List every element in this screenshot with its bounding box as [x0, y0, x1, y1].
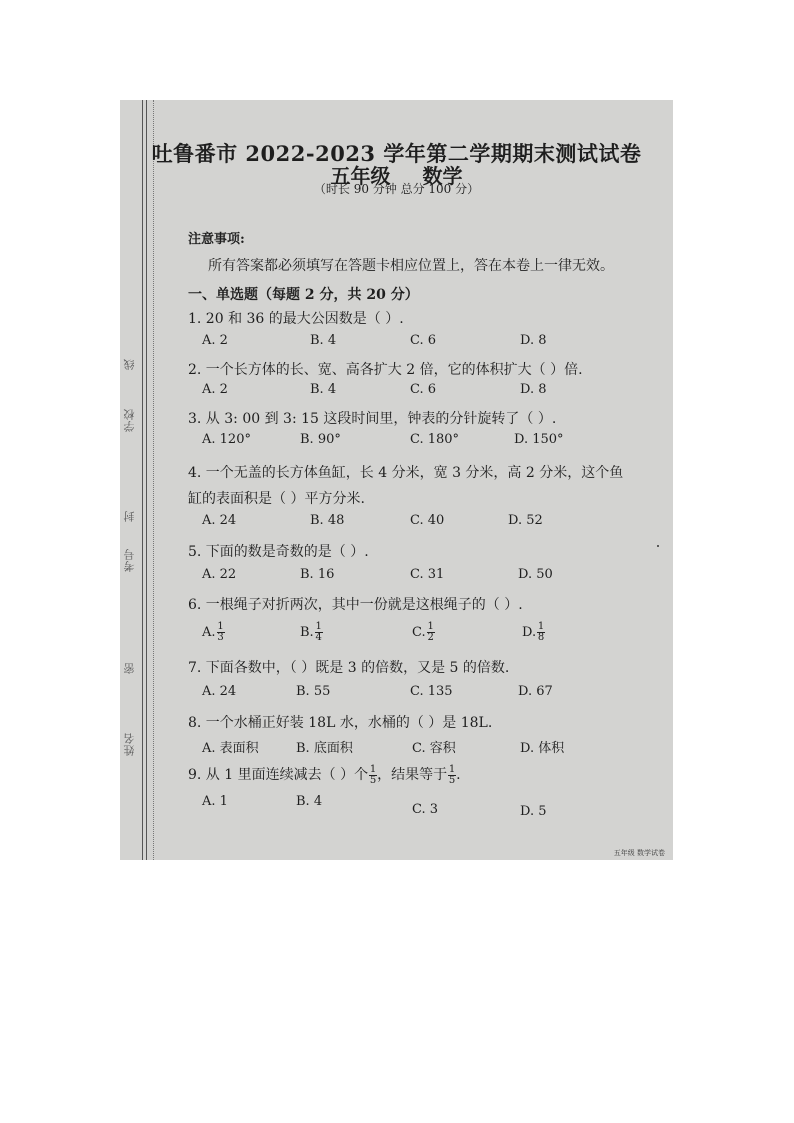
fraction: [369, 765, 377, 786]
grade-label: 五年级: [330, 164, 391, 188]
option-letter: C.: [412, 625, 426, 640]
question-options: [202, 513, 663, 531]
option-b: B. 55: [296, 684, 331, 699]
question-stem-continued: 缸的表面积是（ ）平方分米.: [188, 491, 365, 507]
option-letter: B.: [300, 625, 314, 640]
question-stem: 4. 一个无盖的长方体鱼缸，长 4 分米，宽 3 分米，高 2 分米，这个鱼: [188, 465, 624, 481]
fraction-numerator: 1: [537, 621, 545, 632]
option-a: A. 22: [202, 567, 237, 582]
fraction-denominator: 8: [537, 632, 545, 643]
section-title: 一、单选题（每题 2 分，共 20 分）: [188, 287, 419, 303]
option-d: D. 8: [520, 382, 547, 397]
fraction: [537, 622, 545, 643]
question-stem: 8. 一个水桶正好装 18L 水，水桶的（ ）是 18L.: [188, 715, 493, 731]
option-d: [522, 622, 545, 643]
option-a: A. 2: [202, 333, 228, 348]
exam-number-label: 考号: [123, 548, 136, 572]
school-label: 学校: [123, 408, 136, 432]
option-b: B. 4: [310, 382, 337, 397]
question-options: [202, 432, 663, 450]
option-a: A. 24: [202, 684, 237, 699]
option-a: A. 24: [202, 513, 237, 528]
name-label: 姓名: [123, 732, 136, 756]
notice-text: 所有答案都必须填写在答题卡相应位置上，答在本卷上一律无效。: [208, 258, 614, 274]
margin-rule: [146, 100, 147, 860]
option-a: A. 表面积: [202, 741, 259, 756]
option-a: [202, 622, 225, 643]
fraction-numerator: 1: [217, 621, 224, 632]
fraction-numerator: 1: [427, 621, 434, 632]
option-c: C. 40: [410, 513, 445, 528]
question-options: [202, 737, 663, 755]
question-stem: 1. 20 和 36 的最大公因数是（ ）.: [188, 311, 404, 327]
option-c: C. 6: [410, 382, 437, 397]
option-c: C. 180°: [410, 432, 460, 447]
option-c: [412, 622, 435, 643]
fraction: [315, 622, 323, 643]
page-footer: 五年级 数学试卷: [613, 849, 665, 857]
option-b: B. 4: [310, 333, 337, 348]
option-a: A. 2: [202, 382, 228, 397]
question-stem-part: ，结果等于: [377, 767, 448, 783]
fraction: [217, 622, 225, 643]
question-options: [202, 382, 663, 400]
exam-title: 吐鲁番市 2022-2023 学年第二学期期末测试试卷: [151, 141, 642, 166]
fraction-numerator: 1: [369, 763, 377, 775]
fraction-numerator: 1: [315, 621, 322, 632]
option-c: C. 135: [410, 684, 453, 699]
question-stem: [188, 764, 461, 786]
fraction: [427, 622, 435, 643]
notice-heading: 注意事项:: [188, 232, 245, 247]
fraction-denominator: 2: [427, 632, 434, 643]
seal-mark-secret: 密: [123, 662, 136, 674]
question-stem: 5. 下面的数是奇数的是（ ）.: [188, 544, 369, 560]
question-stem-part: 9. 从 1 里面连续减去（ ）个: [188, 767, 369, 783]
question-options: [202, 333, 663, 351]
margin-cut-line: [153, 100, 154, 860]
option-letter: D.: [522, 625, 537, 640]
question-stem: 3. 从 3: 00 到 3: 15 这段时间里，钟表的分针旋转了（ ）.: [188, 411, 557, 427]
paper-speck: [657, 545, 659, 547]
option-b: B. 90°: [300, 432, 341, 447]
option-d: D. 8: [520, 333, 547, 348]
option-d: D. 150°: [514, 432, 564, 447]
fraction: [448, 765, 456, 786]
option-b: B. 48: [310, 513, 345, 528]
fraction-denominator: 5: [369, 774, 377, 786]
fraction-denominator: 5: [448, 774, 456, 786]
option-d: D. 52: [508, 513, 543, 528]
exam-photo: [120, 100, 673, 860]
option-a: A. 1: [202, 794, 228, 809]
option-d: D. 体积: [520, 741, 565, 756]
option-b: [300, 622, 323, 643]
option-b: B. 底面积: [296, 741, 353, 756]
option-c: C. 容积: [412, 741, 456, 756]
option-c: C. 3: [412, 802, 439, 817]
option-a: A. 120°: [202, 432, 251, 447]
subject-label: 数学: [422, 164, 463, 188]
question-stem: 2. 一个长方体的长、宽、高各扩大 2 倍，它的体积扩大（ ）倍.: [188, 362, 583, 378]
option-d: D. 50: [518, 567, 553, 582]
option-b: B. 4: [296, 794, 323, 809]
seal-mark-line: 线: [123, 358, 136, 370]
option-c: C. 31: [410, 567, 445, 582]
option-d: D. 5: [520, 804, 547, 819]
question-stem: 6. 一根绳子对折两次，其中一份就是这根绳子的（ ）.: [188, 597, 523, 613]
margin-rule: [142, 100, 143, 860]
exam-meta: （时长 90 分钟 总分 100 分）: [313, 182, 480, 196]
option-b: B. 16: [300, 567, 335, 582]
question-options: [202, 622, 663, 650]
question-stem-part: .: [456, 767, 461, 783]
seal-mark-seal: 封: [123, 510, 136, 522]
fraction-denominator: 3: [217, 632, 224, 643]
option-c: C. 6: [410, 333, 437, 348]
question-stem: 7. 下面各数中，（ ）既是 3 的倍数，又是 5 的倍数.: [188, 660, 510, 676]
question-options: [202, 794, 663, 820]
option-d: D. 67: [518, 684, 553, 699]
fraction-numerator: 1: [448, 763, 456, 775]
fraction-denominator: 4: [315, 632, 322, 643]
question-options: [202, 567, 663, 585]
option-letter: A.: [202, 625, 216, 640]
question-options: [202, 684, 663, 702]
